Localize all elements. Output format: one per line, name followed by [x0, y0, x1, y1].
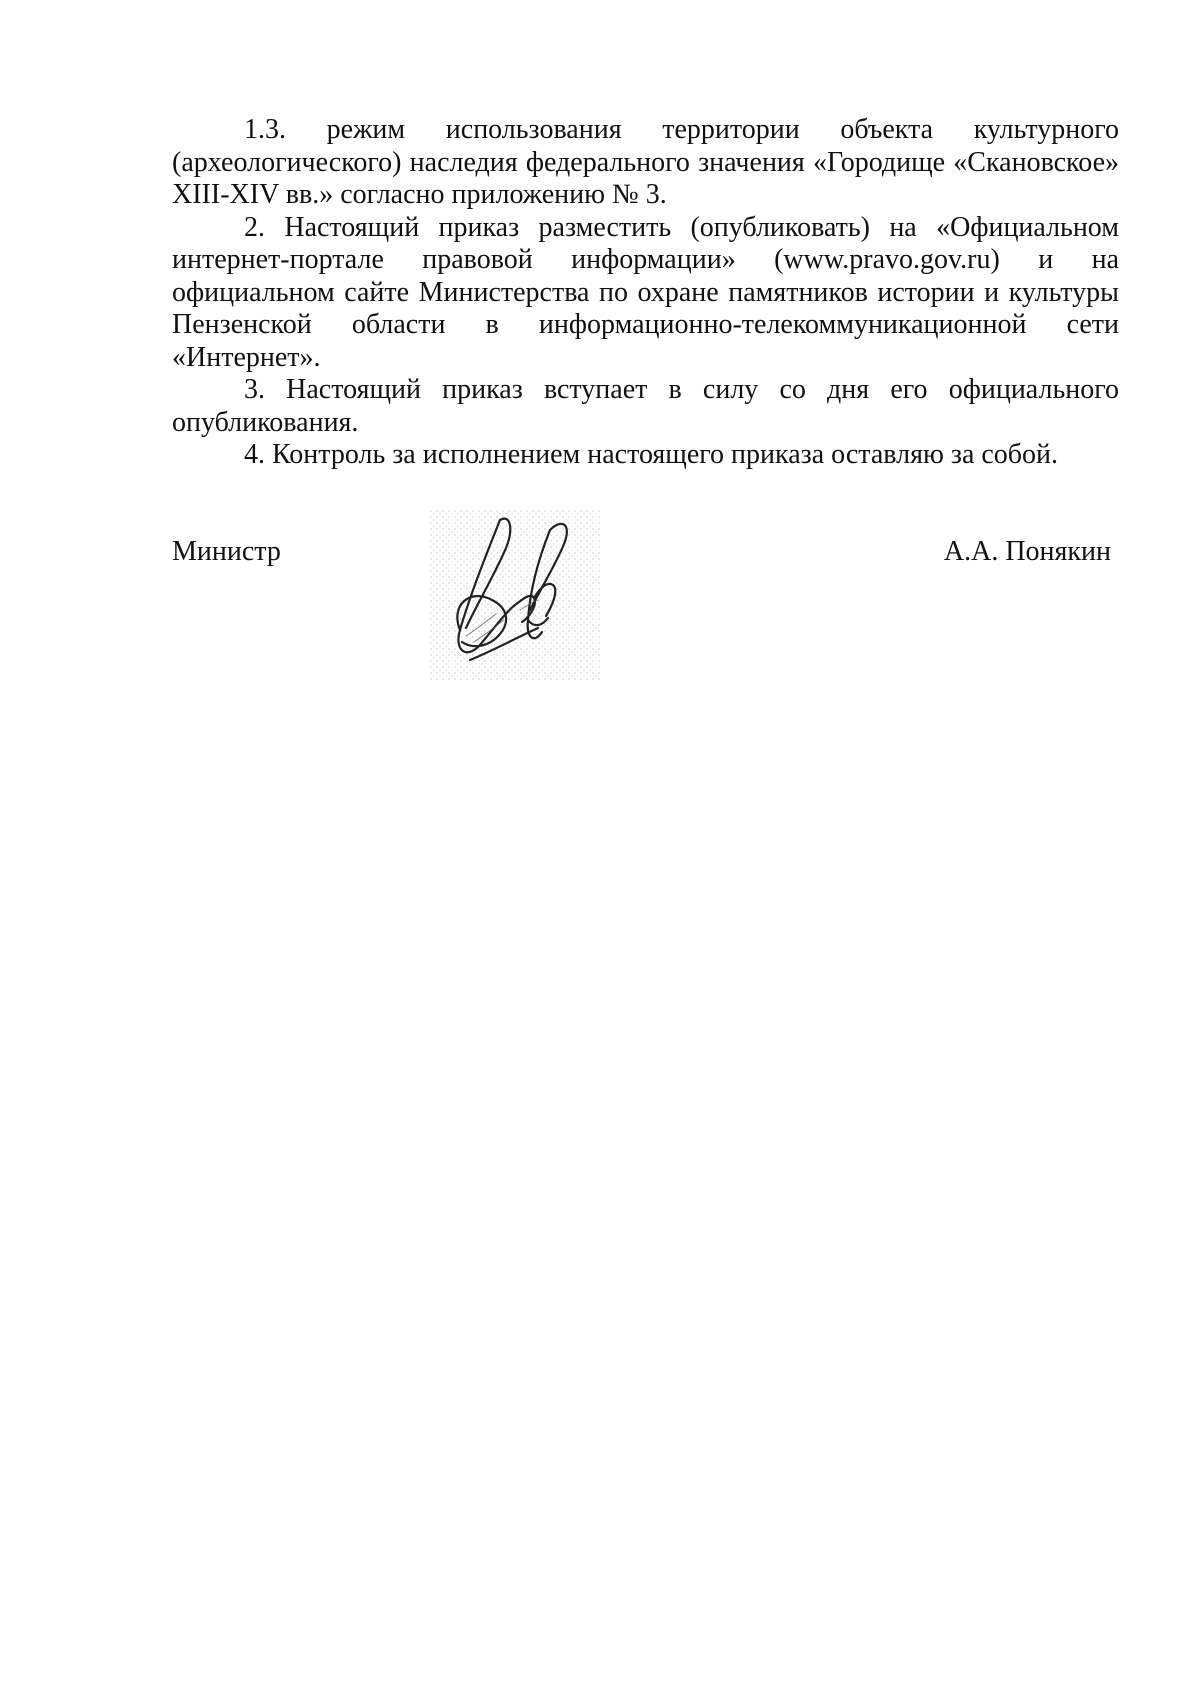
signatory-title: Министр — [172, 536, 281, 567]
handwritten-signature-icon — [430, 510, 600, 680]
document-body — [172, 114, 1119, 472]
paragraph-4: 4. Контроль за исполнением настоящего приказа оставляю за собой. — [244, 439, 1059, 470]
paragraph-3: 3. Настоящий приказ вступает в силу со дня его официального опубликования. — [172, 374, 1119, 438]
paragraph-2: 2. Настоящий приказ разместить (опубликовать) на «Официальном интернет-портале правовой информации» (www.pravo.gov.ru) и на официальном сайте Министерства по охране памятников истории и культуры Пензенской области в информационно-телекоммуникационной сети «Интернет». — [172, 211, 1119, 373]
signatory-name: А.А. Понякин — [943, 536, 1111, 567]
paragraph-1-3: 1.3. режим использования территории объекта культурного (археологического) наследия федерального значения «Городище «Скановское» XIII-XIV вв.» согласно приложению № 3. — [172, 114, 1119, 210]
signature-block — [172, 536, 1119, 696]
